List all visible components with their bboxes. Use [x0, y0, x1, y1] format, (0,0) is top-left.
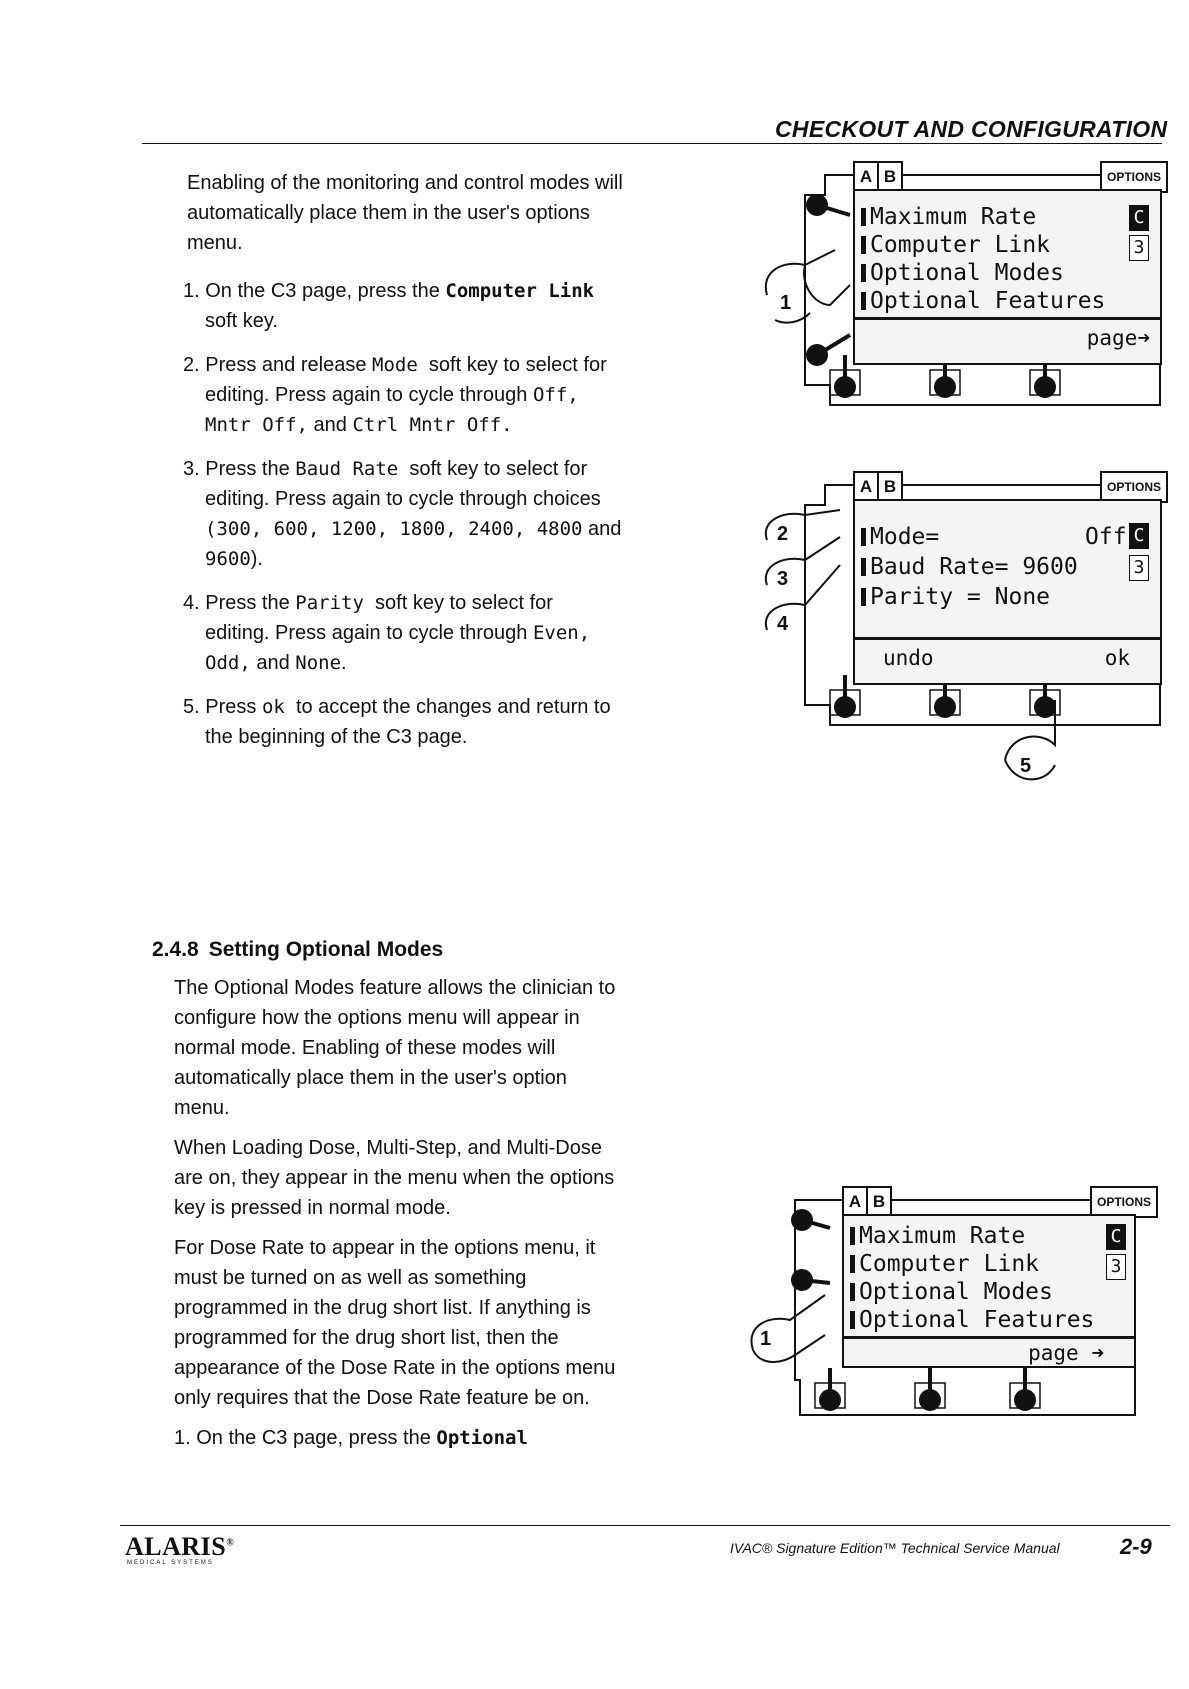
step-item: [183, 692, 653, 752]
text-line: For Dose Rate to appear in the options menu, it: [174, 1237, 596, 1259]
step-item: [183, 588, 653, 678]
tab-b: B: [877, 473, 901, 501]
soft-key-name: ok: [261, 696, 285, 718]
softkey-bar: [855, 317, 1160, 364]
softkey-page: page➜: [1086, 326, 1150, 350]
step-text: soft key to select for: [398, 458, 588, 480]
paragraph: [174, 973, 644, 1123]
softkey-undo: undo: [883, 646, 934, 670]
text-line: automatically place them in the user's option: [174, 1067, 567, 1089]
option-value: Mntr Off,: [205, 414, 308, 436]
text-line: configure how the options menu will appear in: [174, 1007, 580, 1029]
text-line: key is pressed in normal mode.: [174, 1197, 451, 1219]
text-line: menu.: [174, 1097, 230, 1119]
step-text: soft key to select for: [417, 354, 607, 376]
menu-item-maximum-rate: Maximum Rate: [850, 1222, 1025, 1250]
logo-subtitle: MEDICAL SYSTEMS: [127, 1560, 214, 1566]
soft-key-name: Parity: [295, 592, 364, 614]
page-number-badge: 3: [1129, 555, 1149, 581]
text-line: The Optional Modes feature allows the clinician to: [174, 977, 616, 999]
setting-baud-rate: Baud Rate= 9600: [861, 553, 1078, 581]
intro-line: menu.: [187, 232, 243, 254]
step-number: 4.: [183, 592, 200, 614]
text-line: programmed for the drug short list, then the: [174, 1327, 559, 1349]
step-text: Press the: [205, 592, 296, 614]
callout-number: 1: [760, 1328, 772, 1350]
step-text: and: [582, 518, 622, 540]
option-value: Odd,: [205, 652, 251, 674]
options-key: OPTIONS: [1100, 161, 1168, 193]
text-line: normal mode. Enabling of these modes will: [174, 1037, 556, 1059]
step-item: [174, 1423, 644, 1453]
page-number: 2-9: [1120, 1534, 1152, 1559]
page-number-badge: 3: [1129, 235, 1149, 261]
alaris-logo: ALARIS®: [125, 1532, 235, 1561]
text-line: When Loading Dose, Multi-Step, and Multi-Dose: [174, 1137, 602, 1159]
page-label-badge: C: [1106, 1224, 1126, 1250]
softkey-ok: ok: [1104, 646, 1130, 670]
step-list-a: [183, 276, 653, 752]
tab-a: A: [848, 1192, 862, 1211]
softkey-bar: [844, 1336, 1134, 1369]
intro-line: Enabling of the monitoring and control modes will: [187, 172, 623, 194]
soft-key-name: Mode: [372, 354, 418, 376]
menu-item-optional-features: Optional Features: [850, 1306, 1094, 1334]
option-value: Off,: [532, 384, 579, 406]
soft-key-name: Optional: [436, 1427, 528, 1449]
soft-key-name: Baud Rate: [295, 458, 399, 480]
step-text: editing. Press again to cycle through choices: [205, 488, 601, 510]
text-line: programmed in the drug short list. If anything is: [174, 1297, 591, 1319]
step-number: 1.: [174, 1427, 191, 1449]
menu-item-maximum-rate: Maximum Rate: [861, 203, 1036, 231]
step-text: to accept the changes and return to: [284, 696, 611, 718]
text-line: only requires that the Dose Rate feature be on.: [174, 1387, 590, 1409]
tab-a: A: [859, 477, 873, 496]
step-number: 5.: [183, 696, 200, 718]
lcd-screen: [853, 189, 1162, 365]
paragraph: [174, 1133, 644, 1223]
softkey-bar: [855, 637, 1160, 684]
step-text: the beginning of the C3 page.: [205, 726, 468, 748]
tab-a: A: [859, 167, 873, 186]
setting-mode-value: Off: [1085, 524, 1127, 550]
tab-b: B: [877, 163, 901, 191]
callout-number: 4: [777, 613, 789, 635]
soft-key-name: Computer Link: [445, 280, 595, 302]
setting-parity: Parity = None: [861, 583, 1050, 611]
step-text: ).: [250, 548, 263, 570]
section-title: Setting Optional Modes: [208, 938, 444, 961]
paragraph: [174, 1233, 644, 1413]
text-line: are on, they appear in the menu when the options: [174, 1167, 615, 1189]
text-line: must be turned on as well as something: [174, 1267, 527, 1289]
device-panel-3: [745, 1180, 1165, 1460]
device-panel-2: [755, 465, 1175, 800]
step-text: soft key.: [205, 310, 278, 332]
intro-paragraph: [187, 168, 623, 258]
option-value: 9600: [205, 548, 251, 570]
step-number: 2.: [183, 354, 200, 376]
menu-item-computer-link: Computer Link: [861, 231, 1050, 259]
lcd-screen: [853, 499, 1162, 685]
intro-line: automatically place them in the user's options: [187, 202, 590, 224]
options-key: OPTIONS: [1090, 1186, 1158, 1218]
menu-item-computer-link: Computer Link: [850, 1250, 1039, 1278]
step-text: and: [250, 652, 296, 674]
step-text: .: [341, 652, 347, 674]
section-body: [174, 973, 644, 1453]
menu-item-optional-features: Optional Features: [861, 287, 1105, 315]
step-text: Press the: [205, 458, 296, 480]
option-value: Ctrl Mntr Off.: [352, 414, 513, 436]
softkey-page: page ➜: [1028, 1341, 1104, 1365]
step-text: editing. Press again to cycle through: [205, 384, 533, 406]
step-item: [183, 454, 653, 574]
setting-mode: Mode=: [861, 523, 939, 551]
header-rule: [142, 143, 1162, 144]
menu-item-optional-modes: Optional Modes: [861, 259, 1064, 287]
page-label-badge: C: [1129, 523, 1149, 549]
footer-rule: [120, 1525, 1170, 1526]
callout-number: 5: [1020, 755, 1032, 777]
menu-item-optional-modes: Optional Modes: [850, 1278, 1053, 1306]
section-number: 2.4.8: [152, 938, 199, 961]
options-key: OPTIONS: [1100, 471, 1168, 503]
step-number: 3.: [183, 458, 200, 480]
callout-number: 1: [780, 292, 792, 314]
step-number: 1.: [183, 280, 200, 302]
step-text: editing. Press again to cycle through: [205, 622, 533, 644]
option-value: (300, 600, 1200, 1800, 2400, 4800: [205, 518, 583, 540]
section-heading: [152, 938, 443, 962]
callout-number: 3: [777, 568, 789, 590]
device-panel-1: [755, 155, 1175, 435]
text-line: appearance of the Dose Rate in the options menu: [174, 1357, 616, 1379]
step-text: Press and release: [205, 354, 373, 376]
page-label-badge: C: [1129, 205, 1149, 231]
step-text: On the C3 page, press the: [196, 1427, 437, 1449]
option-value: Even,: [532, 622, 591, 644]
arrow-right-icon: ➜: [1137, 326, 1150, 350]
page-number-badge: 3: [1106, 1254, 1126, 1280]
option-value: None: [295, 652, 342, 674]
step-text: and: [307, 414, 353, 436]
manual-title: IVAC® Signature Edition™ Technical Service Manual: [730, 1540, 1060, 1556]
step-item: [183, 276, 653, 336]
step-text: soft key to select for: [363, 592, 553, 614]
step-text: Press: [205, 696, 262, 718]
callout-number: 2: [777, 523, 789, 545]
step-item: [183, 350, 653, 440]
arrow-right-icon: ➜: [1091, 1341, 1104, 1365]
page-header-title: CHECKOUT AND CONFIGURATION: [775, 116, 1168, 142]
step-text: On the C3 page, press the: [205, 280, 446, 302]
tab-b: B: [866, 1188, 890, 1216]
lcd-screen: [842, 1214, 1136, 1368]
